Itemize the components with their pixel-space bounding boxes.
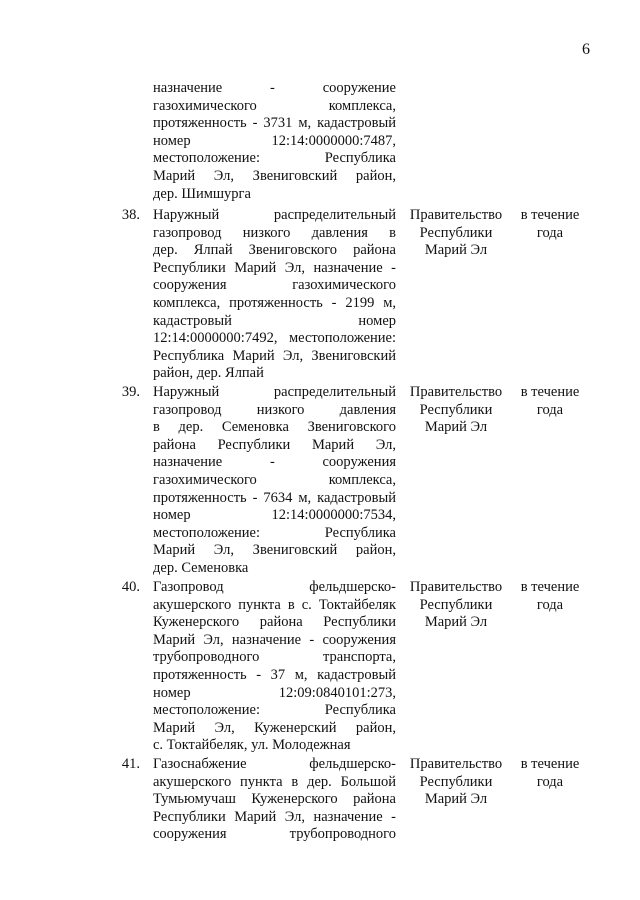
deadline [515,384,585,419]
deadline-line: в течение [520,756,580,772]
description-line: Республики Марий Эл, назначение - [153,259,396,276]
item-description [153,756,396,844]
description-line: акушерского пункта в с. Токтайбеляк [153,596,396,613]
description-line: протяженность - 3731 м, кадастровый [153,115,396,132]
responsible-line: Правительство [409,384,503,400]
deadline [515,756,585,791]
description-line: Республика Марий Эл, Звениговский [153,347,396,364]
description-line: 12:14:0000000:7492, местоположение: [153,330,396,347]
description-line: протяженность - 37 м, кадастровый [153,666,396,683]
responsible-line: Республики [419,773,493,790]
description-line: газопровод низкого давления в [153,224,396,241]
description-line: протяженность - 7634 м, кадастровый [153,489,396,506]
responsible-line: Республики [419,401,493,418]
responsible-line: Республики [419,596,493,613]
deadline-line: года [536,401,564,418]
description-line: Наружный распределительный [153,384,396,400]
deadline-line: года [536,596,564,613]
item-description [153,384,396,578]
description-line: дер. Семеновка [153,559,249,576]
item-description [153,207,396,383]
description-line: дер. Шимшурга [153,185,251,202]
description-line: акушерского пункта в дер. Большой [153,773,396,790]
description-line: Газоснабжение фельдшерско- [153,756,396,772]
item-number: 40. [121,579,140,595]
description-line: Марий Эл, Звениговский район, [153,167,396,184]
description-line: местоположение: Республика [153,524,396,541]
description-line: местоположение: Республика [153,150,396,167]
responsible-line: Правительство [409,207,503,223]
description-line: номер 12:14:0000000:7487, [153,132,396,149]
deadline [515,207,585,242]
item-number: 41. [121,756,140,772]
description-line: Газопровод фельдшерско- [153,579,396,595]
responsible-body [404,756,508,809]
description-line: с. Токтайбеляк, ул. Молодежная [153,737,351,754]
description-line: сооружения газохимического [153,277,396,294]
responsible-line: Правительство [409,579,503,595]
description-line: трубопроводного транспорта, [153,649,396,666]
responsible-body [404,579,508,632]
description-line: в дер. Семеновка Звениговского [153,419,396,436]
responsible-line: Марий Эл [424,614,488,631]
description-line: сооружения трубопроводного [153,826,396,843]
deadline-line: года [536,224,564,241]
description-line: Марий Эл, Куженерский район, [153,719,396,736]
deadline-line: в течение [520,207,580,223]
responsible-body [404,207,508,260]
deadline [515,579,585,614]
description-line: комплекса, протяженность - 2199 м, [153,294,396,311]
deadline-line: в течение [520,579,580,595]
description-line: района Республики Марий Эл, [153,436,396,453]
page-number: 6 [582,41,590,58]
description-line: Наружный распределительный [153,207,396,223]
deadline-line: в течение [520,384,580,400]
responsible-line: Марий Эл [424,242,488,259]
description-line: Республики Марий Эл, назначение - [153,808,396,825]
description-line: назначение - сооружения [153,454,396,471]
description-line: назначение - сооружение [153,80,396,96]
deadline-line: года [536,773,564,790]
description-line: Марий Эл, назначение - сооружения [153,631,396,648]
description-line: газохимического комплекса, [153,471,396,488]
responsible-body [404,384,508,437]
responsible-line: Республики [419,224,493,241]
description-line: Куженерского района Республики [153,614,396,631]
item-description [153,579,396,755]
description-line: номер 12:09:0840101:273, [153,684,396,701]
description-line: газопровод низкого давления [153,401,396,418]
responsible-line: Правительство [409,756,503,772]
responsible-line: Марий Эл [424,791,488,808]
description-line: газохимического комплекса, [153,97,396,114]
description-line: Марий Эл, Звениговский район, [153,542,396,559]
item-description [153,80,396,203]
description-line: район, дер. Ялпай [153,365,264,382]
description-line: местоположение: Республика [153,702,396,719]
item-number: 39. [121,384,140,400]
item-number: 38. [121,207,140,223]
description-line: Тумьюмучаш Куженерского района [153,791,396,808]
description-line: номер 12:14:0000000:7534, [153,507,396,524]
description-line: кадастровый номер [153,312,396,329]
responsible-line: Марий Эл [424,419,488,436]
description-line: дер. Ялпай Звениговского района [153,242,396,259]
